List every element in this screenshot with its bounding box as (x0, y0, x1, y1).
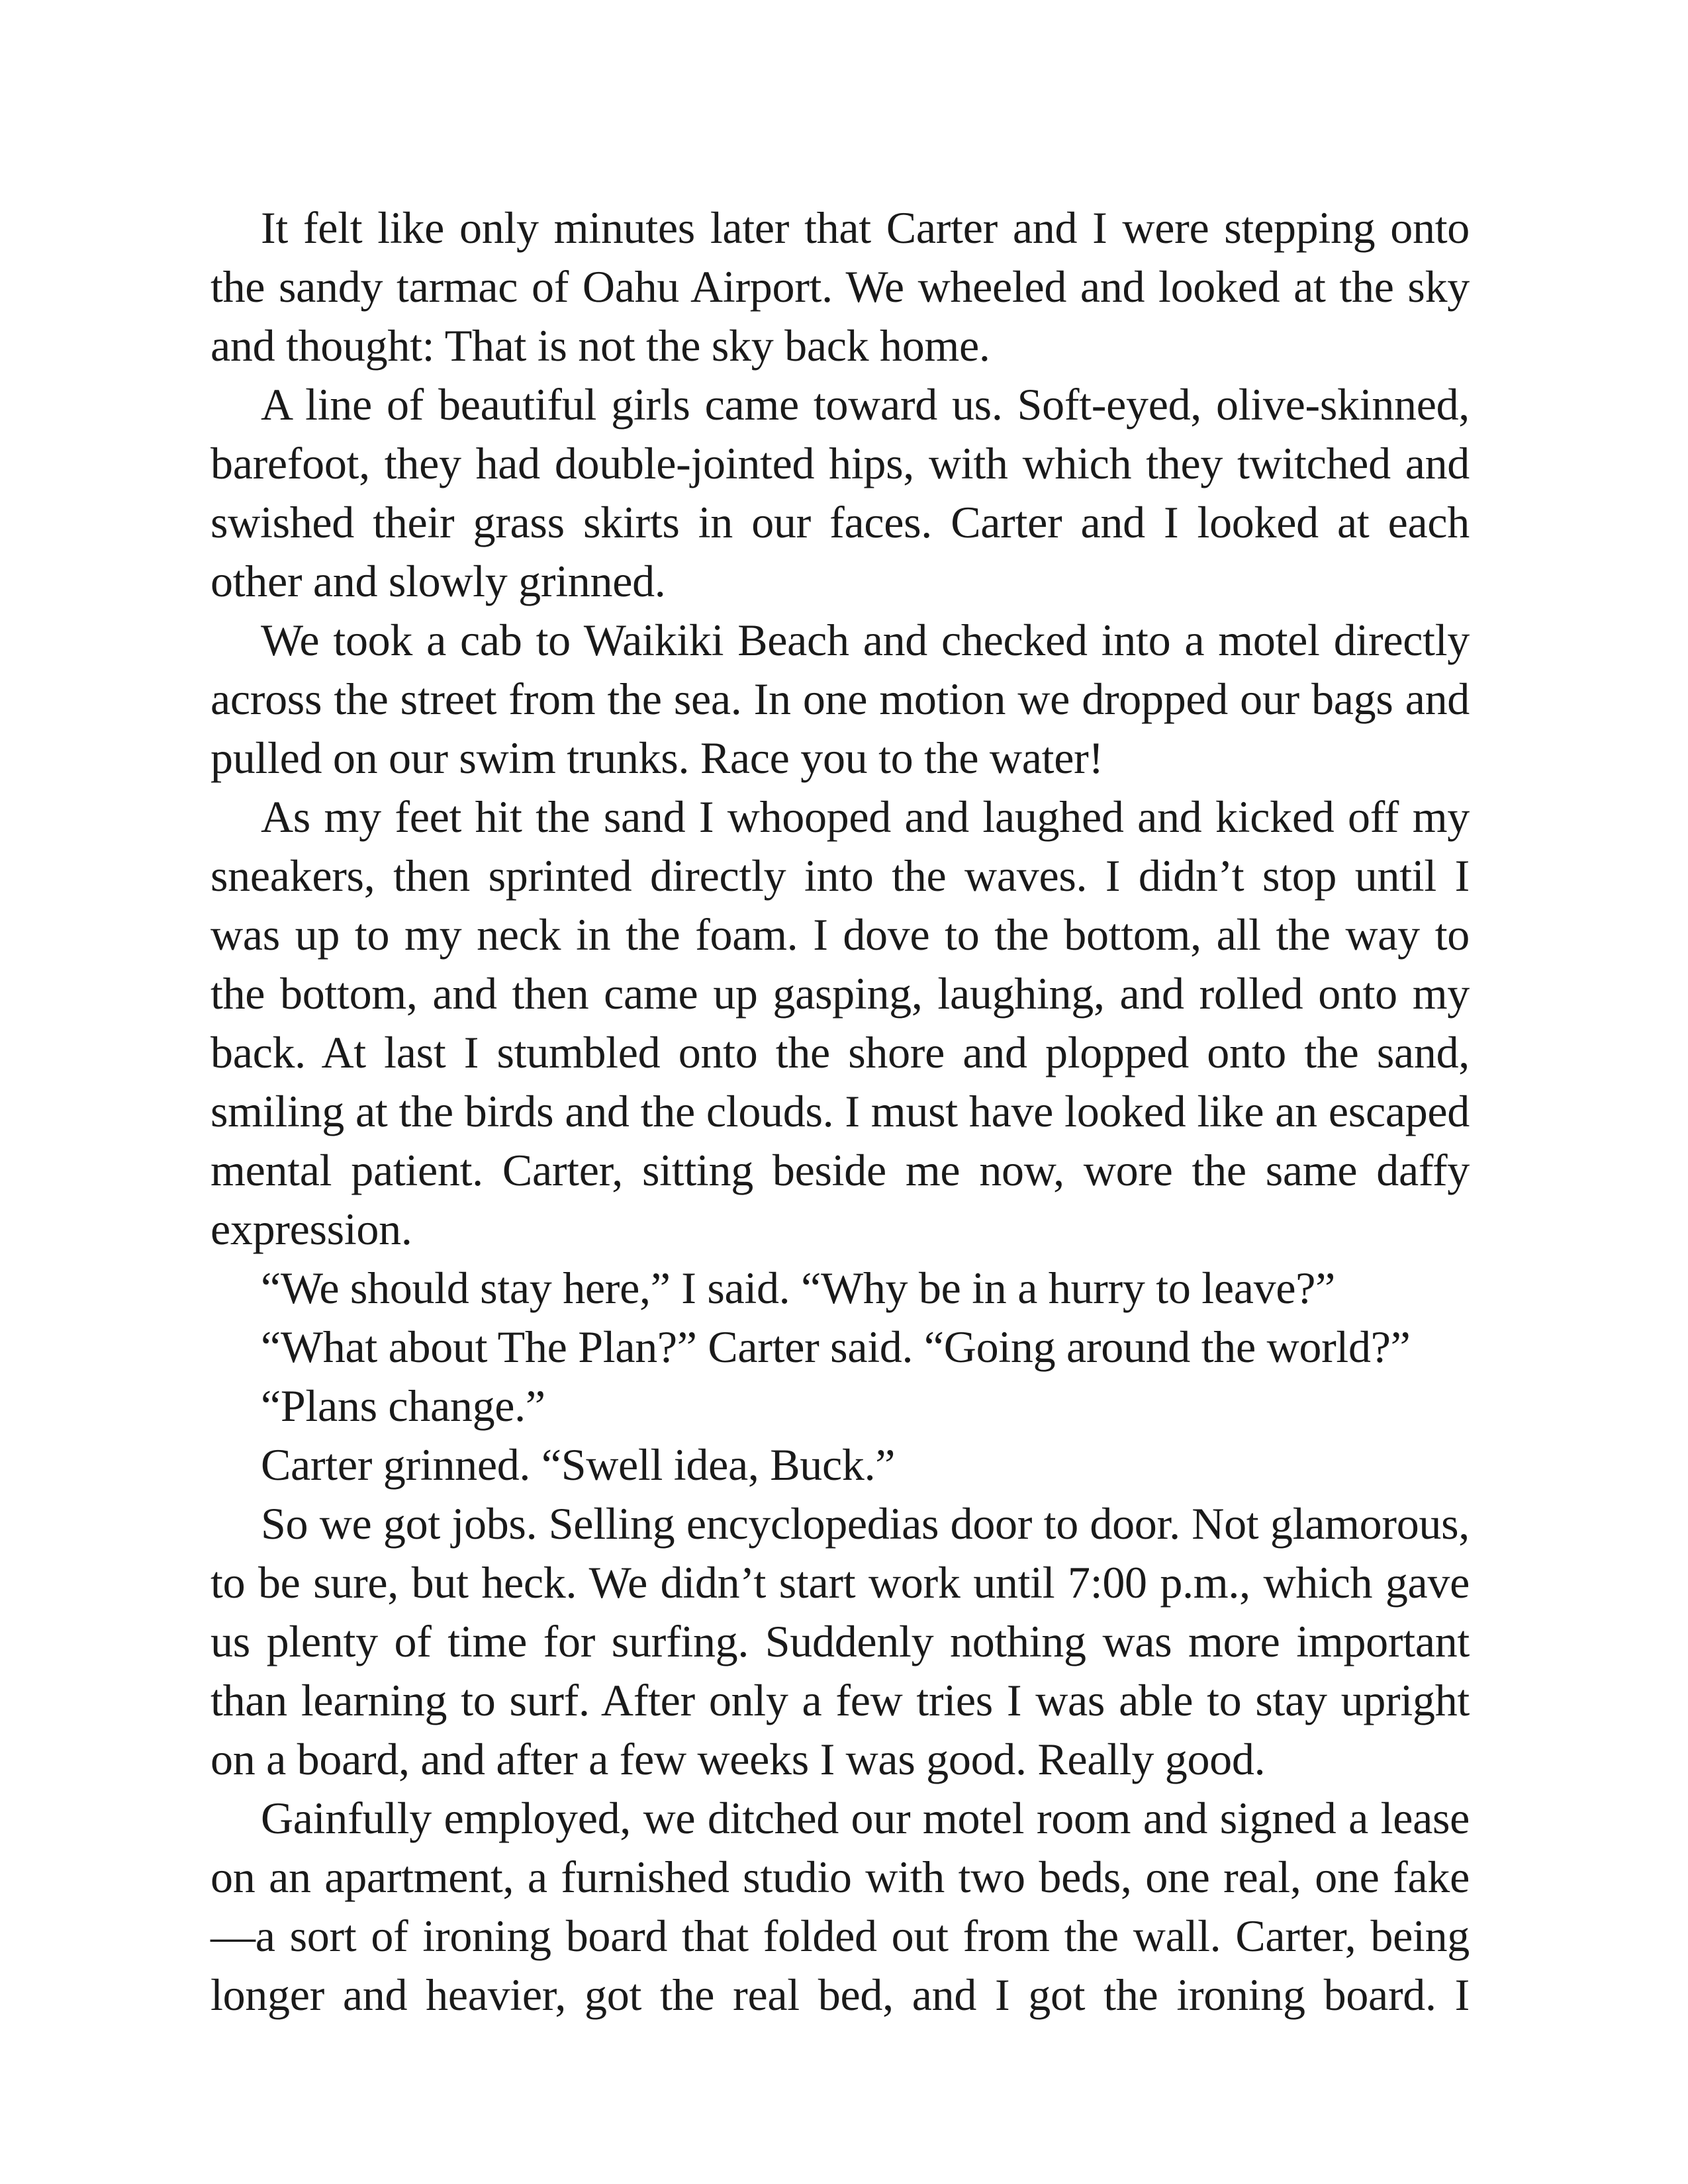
paragraph-8: Carter grinned. “Swell idea, Buck.” (261, 1439, 896, 1490)
paragraph-7: “Plans change.” (261, 1381, 545, 1431)
book-page (211, 199, 1470, 2025)
paragraph-10: Gainfully employed, we ditched our motel room and signed a lease on an apartment, a furnished studio with two beds, one real, one fake—a sort of ironing board that folded out from the wall. Carter, being longer and heavier, got the real bed, and I got the ironing board. I (211, 1793, 1470, 2020)
paragraph-2: A line of beautiful girls came toward us. Soft-eyed, olive-skinned, barefoot, they had double-jointed hips, with which they twitched and swished their grass skirts in our faces. Carter and I looked at each other and slowly grinned. (211, 379, 1470, 606)
paragraph-6: “What about The Plan?” Carter said. “Going around the world?” (261, 1322, 1411, 1372)
paragraph-9: So we got jobs. Selling encyclopedias door to door. Not glamorous, to be sure, but heck. We didn’t start work until 7:00 p.m., which gave us plenty of time for surfing. Suddenly nothing was more important than learning to surf. After only a few tries I was able to stay upright on a board, and after a few weeks I was good. Really good. (211, 1498, 1470, 1784)
paragraph-4: As my feet hit the sand I whooped and laughed and kicked off my sneakers, then sprinted directly into the waves. I didn’t stop until I was up to my neck in the foam. I dove to the bottom, all the way to the bottom, and then came up gasping, laughing, and rolled onto my back. At last I stumbled onto the shore and plopped onto the sand, smiling at the birds and the clouds. I must have looked like an escaped mental patient. Carter, sitting beside me now, wore the same daffy expression. (211, 792, 1470, 1254)
paragraph-1: It felt like only minutes later that Carter and I were stepping onto the sandy tarmac of Oahu Airport. We wheeled and looked at the sky and thought: That is not the sky back home. (211, 203, 1470, 371)
paragraph-3: We took a cab to Waikiki Beach and checked into a motel directly across the street from the sea. In one motion we dropped our bags and pulled on our swim trunks. Race you to the water! (211, 615, 1470, 783)
paragraph-5: “We should stay here,” I said. “Why be in a hurry to leave?” (261, 1263, 1335, 1313)
